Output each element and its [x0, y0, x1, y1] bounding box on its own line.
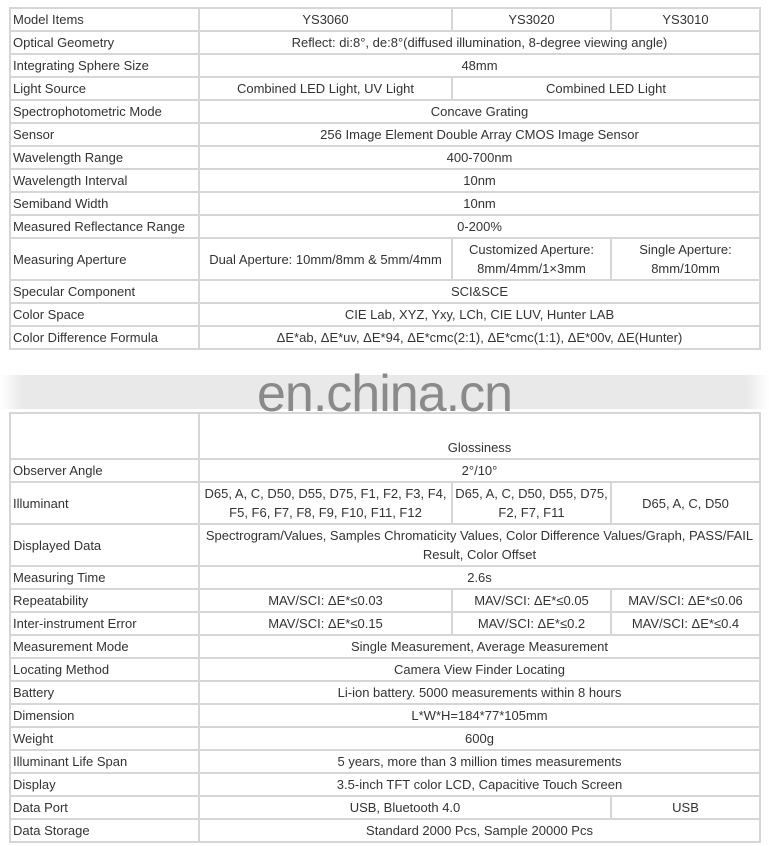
spec-value: Single Measurement, Average Measurement	[199, 635, 760, 658]
table-row	[10, 8, 760, 31]
spec-label: Measuring Time	[10, 566, 199, 589]
table-row	[10, 303, 760, 326]
spec-value: D65, A, C, D50, D55, D75, F1, F2, F3, F4, F5, F6, F7, F8, F9, F10, F11, F12	[199, 482, 452, 524]
spec-label: Optical Geometry	[10, 31, 199, 54]
spec-label: Integrating Sphere Size	[10, 54, 199, 77]
spec-value: USB, Bluetooth 4.0	[199, 796, 611, 819]
watermark-logo: en.china.cn	[257, 365, 512, 423]
spec-label: Color Difference Formula	[10, 326, 199, 349]
spec-label: Dimension	[10, 704, 199, 727]
table-row	[10, 31, 760, 54]
table-row	[10, 635, 760, 658]
spec-table-bottom	[9, 412, 761, 843]
table-row	[10, 215, 760, 238]
spec-value: 5 years, more than 3 million times measurements	[199, 750, 760, 773]
spec-label: Data Storage	[10, 819, 199, 842]
spec-label: Display	[10, 773, 199, 796]
spec-value: MAV/SCI: ΔE*≤0.05	[452, 589, 611, 612]
table-row	[10, 413, 760, 459]
spec-value: CIE Lab, XYZ, Yxy, LCh, CIE LUV, Hunter LAB	[199, 303, 760, 326]
spec-value: 48mm	[199, 54, 760, 77]
spec-label: Locating Method	[10, 658, 199, 681]
spec-value: Glossiness	[199, 413, 760, 459]
spec-value: MAV/SCI: ΔE*≤0.4	[611, 612, 760, 635]
spec-value: D65, A, C, D50, D55, D75, F2, F7, F11	[452, 482, 611, 524]
table-row	[10, 482, 760, 524]
spec-value: Single Aperture: 8mm/10mm	[611, 238, 760, 280]
spec-label: Specular Component	[10, 280, 199, 303]
spec-label: Weight	[10, 727, 199, 750]
table-row	[10, 524, 760, 566]
spec-label: Observer Angle	[10, 459, 199, 482]
table-row	[10, 238, 760, 280]
spec-label: Sensor	[10, 123, 199, 146]
table-row	[10, 773, 760, 796]
table-row	[10, 100, 760, 123]
spec-value: 2.6s	[199, 566, 760, 589]
spec-value: 2°/10°	[199, 459, 760, 482]
table-row	[10, 280, 760, 303]
spec-value: Camera View Finder Locating	[199, 658, 760, 681]
spec-label: Model Items	[10, 8, 199, 31]
spec-value: Combined LED Light, UV Light	[199, 77, 452, 100]
spec-value: 0-200%	[199, 215, 760, 238]
spec-value: MAV/SCI: ΔE*≤0.15	[199, 612, 452, 635]
spec-value: 10nm	[199, 192, 760, 215]
spec-value: MAV/SCI: ΔE*≤0.03	[199, 589, 452, 612]
table-row	[10, 77, 760, 100]
spec-label: Repeatability	[10, 589, 199, 612]
spec-value: Customized Aperture: 8mm/4mm/1×3mm	[452, 238, 611, 280]
table-row	[10, 704, 760, 727]
spec-value: ΔE*ab, ΔE*uv, ΔE*94, ΔE*cmc(2:1), ΔE*cmc(1:1), ΔE*00v, ΔE(Hunter)	[199, 326, 760, 349]
spec-value: L*W*H=184*77*105mm	[199, 704, 760, 727]
spec-value: MAV/SCI: ΔE*≤0.06	[611, 589, 760, 612]
spec-label: Color Space	[10, 303, 199, 326]
spec-value: MAV/SCI: ΔE*≤0.2	[452, 612, 611, 635]
spec-table-top	[9, 7, 761, 350]
spec-value: SCI&SCE	[199, 280, 760, 303]
spec-value: YS3010	[611, 8, 760, 31]
table-row	[10, 566, 760, 589]
spec-label: Spectrophotometric Mode	[10, 100, 199, 123]
spec-label: Measuring Aperture	[10, 238, 199, 280]
spec-value: Li-ion battery. 5000 measurements within 8 hours	[199, 681, 760, 704]
spec-label: Illuminant	[10, 482, 199, 524]
table-row	[10, 146, 760, 169]
spec-label	[10, 413, 199, 459]
table-row	[10, 326, 760, 349]
spec-value: D65, A, C, D50	[611, 482, 760, 524]
spec-label: Inter-instrument Error	[10, 612, 199, 635]
spec-value: Standard 2000 Pcs, Sample 20000 Pcs	[199, 819, 760, 842]
spec-value: Dual Aperture: 10mm/8mm & 5mm/4mm	[199, 238, 452, 280]
spec-label: Wavelength Interval	[10, 169, 199, 192]
table-row	[10, 123, 760, 146]
table-row	[10, 750, 760, 773]
table-row	[10, 727, 760, 750]
spec-label: Measurement Mode	[10, 635, 199, 658]
spec-label: Wavelength Range	[10, 146, 199, 169]
spec-value: Spectrogram/Values, Samples Chromaticity Values, Color Difference Values/Graph, PASS/FAIL Result, Color Offset	[199, 524, 760, 566]
table-row	[10, 612, 760, 635]
table-row	[10, 819, 760, 842]
spec-value: 3.5-inch TFT color LCD, Capacitive Touch Screen	[199, 773, 760, 796]
table-row	[10, 54, 760, 77]
spec-value: 400-700nm	[199, 146, 760, 169]
spec-label: Measured Reflectance Range	[10, 215, 199, 238]
table-row	[10, 192, 760, 215]
table-row	[10, 681, 760, 704]
spec-value: 256 Image Element Double Array CMOS Image Sensor	[199, 123, 760, 146]
spec-value: 600g	[199, 727, 760, 750]
table-row	[10, 169, 760, 192]
spec-label: Battery	[10, 681, 199, 704]
spec-label: Data Port	[10, 796, 199, 819]
spec-value: 10nm	[199, 169, 760, 192]
spec-value: YS3020	[452, 8, 611, 31]
spec-value: Reflect: di:8°, de:8°(diffused illumination, 8-degree viewing angle)	[199, 31, 760, 54]
spec-value: Concave Grating	[199, 100, 760, 123]
spec-label: Displayed Data	[10, 524, 199, 566]
spec-value: Combined LED Light	[452, 77, 760, 100]
spec-label: Semiband Width	[10, 192, 199, 215]
spec-value: YS3060	[199, 8, 452, 31]
spec-label: Light Source	[10, 77, 199, 100]
table-row	[10, 459, 760, 482]
table-row	[10, 796, 760, 819]
table-row	[10, 589, 760, 612]
spec-label: Illuminant Life Span	[10, 750, 199, 773]
spec-value: USB	[611, 796, 760, 819]
table-row	[10, 658, 760, 681]
